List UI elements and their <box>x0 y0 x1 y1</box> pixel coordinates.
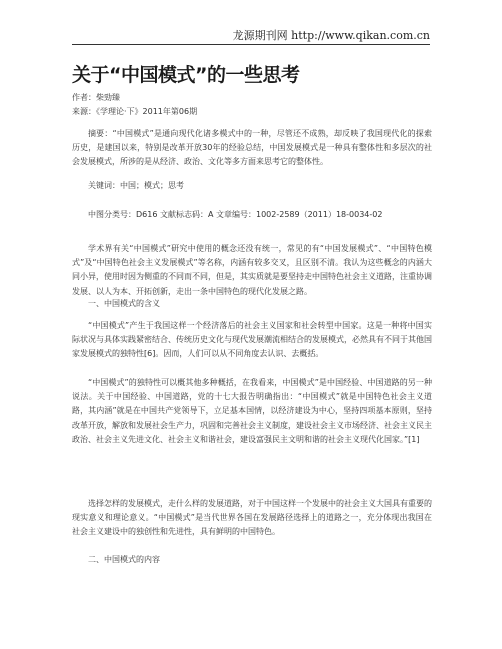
site-header[interactable]: 龙源期刊网 http://www.qikan.com.cn <box>232 29 430 42</box>
intro-paragraph: 学术界有关“中国模式”研究中使用的概念还没有统一，常见的有“中国发展模式”、“中国特色模式”及“中国特色社会主义发展模式”等名称，内涵有较多交叉，且区别不清。我认为这些概念的内涵大同小异，使用时因为侧重的不同而不同，但是，其实质就是要坚持走中国特色社会主义道路，注重协调发展、以人为本、开拓创新，走出一条中国特色的现代化发展之路。 <box>72 244 432 296</box>
body-paragraph-3: 选择怎样的发展模式，走什么样的发展道路，对于中国这样一个发展中的社会主义大国具有重要的现实意义和理论意义。“中国模式”是当代世界各国在发展路径选择上的道路之一，充分体现出我国在社会主义建设中的独创性和先进性，具有鲜明的中国特色。 <box>72 499 432 537</box>
abstract-paragraph: 摘要：“中国模式”是通向现代化诸多模式中的一种，尽管还不成熟，却反映了我国现代化的探索历史，是建国以来，特别是改革开放30年的经验总结，中国发展模式是一种具有整体性和多层次的社会发展模式，所涉的是从经济、政治、文化等多方面来思考它的整体性。 <box>72 129 432 167</box>
keywords-line: 关键词：中国；模式；思考 <box>88 181 184 190</box>
body-paragraph-1: “中国模式”产生于我国这样一个经济落后的社会主义国家和社会转型中国家。这是一种将中国实际状况与具体实践紧密结合、传统历史文化与现代发展潮流相结合的发展模式，必然具有不同于其他国家发展模式的独特性[6]。因而，人们可以从不同角度去认识、去概括。 <box>72 321 432 359</box>
article-author: 作者：柴勁臻 <box>72 93 120 102</box>
article-source: 来源：《学理论·下》2011年第06期 <box>72 107 198 116</box>
section-heading-2: 二、中国模式的内容 <box>88 555 160 564</box>
section-heading-1: 一、中国模式的含义 <box>88 299 160 308</box>
classification-line: 中图分类号：D616 文献标志码：A 文章编号：1002-2589（2011）18-0034-02 <box>88 210 383 219</box>
article-title: 关于“中国模式”的一些思考 <box>72 64 300 86</box>
body-paragraph-2: “中国模式”的独特性可以概其他多种概括，在我看来，中国模式”是中国经验、中国道路的另一种说法。关于中国经验、中国道路，党的十七大报告明确指出：“中国模式”就是中国特色社会主义道路，其内涵”就是在中国共产党领导下，立足基本国情，以经济建设为中心，坚持四项基本原则，坚持改革开放，解放和发展社会生产力，巩固和完善社会主义制度，建设社会主义市场经济、社会主义民主政治、社会主义先进文化、社会主义和谐社会，建设富强民主文明和谐的社会主义现代化国家。”[1] <box>72 378 432 444</box>
header-divider <box>72 44 430 45</box>
